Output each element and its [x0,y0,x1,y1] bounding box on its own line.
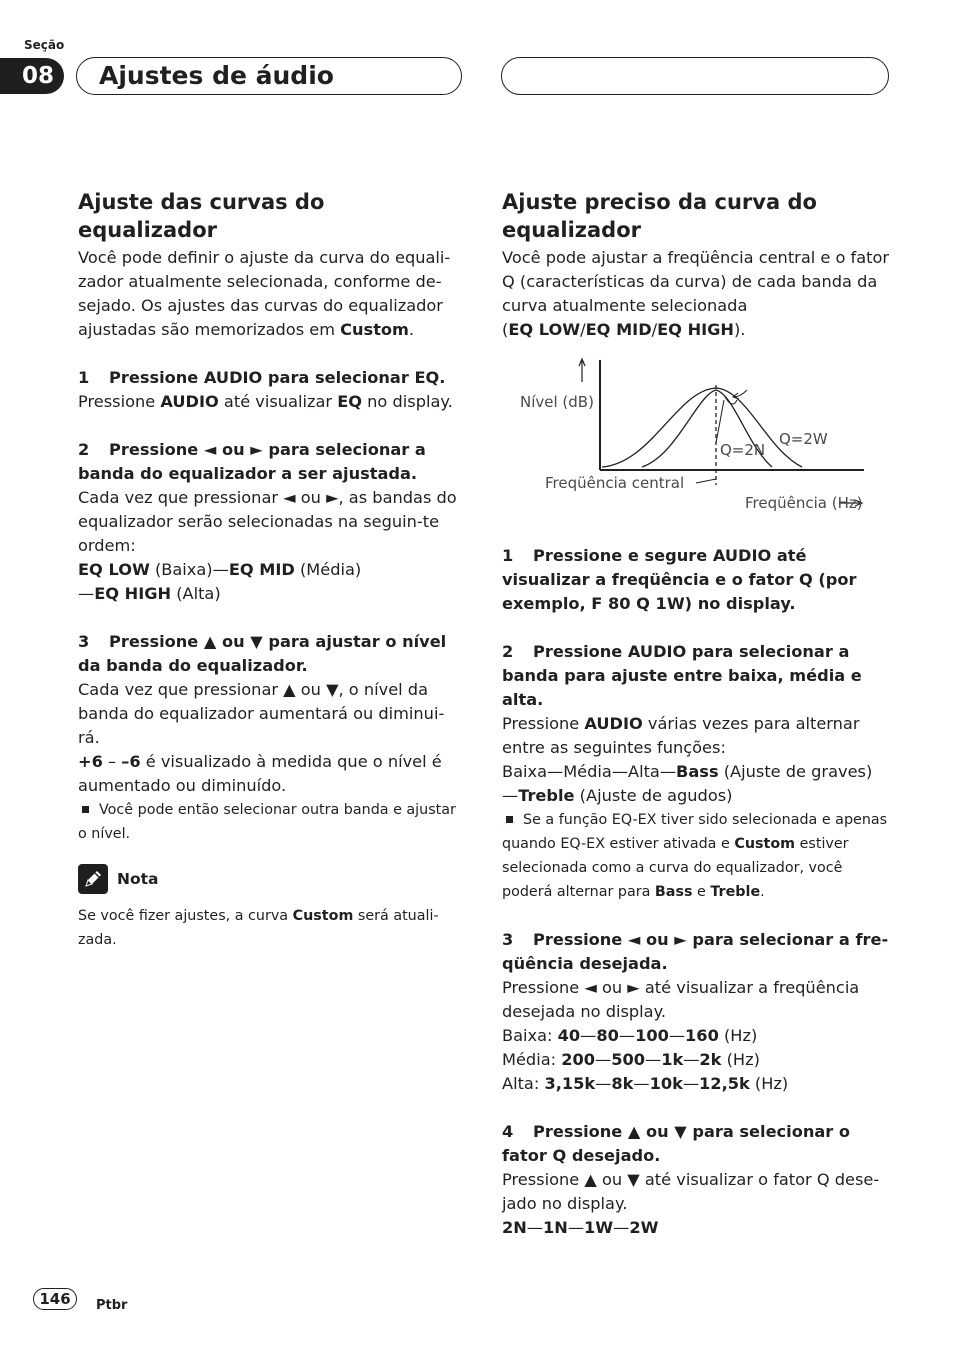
section-label: Seção [24,38,65,52]
left-step-3-range: +6 – –6 é visualizado à medida que o nível é aumentado ou diminuído. [78,752,442,795]
right-column [502,188,892,342]
left-step-3-body: Cada vez que pressionar ▲ ou ▼, o nível da banda do equalizador aumentará ou diminui-rá. [78,680,445,747]
page-title: Ajustes de áudio [76,57,462,95]
left-step-2-body: Cada vez que pressionar ◄ ou ►, as bandas do equalizador serão selecionadas na seguin-te ordem: [78,488,457,555]
eq-curve-diagram [502,355,892,525]
right-step-4-body: Pressione ▲ ou ▼ até visualizar o fator Q dese-jado no display. [502,1170,880,1213]
note-header [78,864,463,894]
right-steps [502,544,892,1240]
right-step-4-title: 4 Pressione ▲ ou ▼ para selecionar o fator Q desejado. [502,1122,850,1165]
language-code: Ptbr [96,1298,128,1313]
note-text: Se você fizer ajustes, a curva Custom será atuali-zada. [78,908,439,948]
right-step-3-body: Pressione ◄ ou ► até visualizar a freqüência desejada no display. [502,978,860,1021]
left-step-3-bullet: Você pode então selecionar outra banda e ajustar o nível. [78,802,456,842]
right-step-1-title: 1 Pressione e segure AUDIO até visualizar a freqüência e o fator Q (por exemplo, F 80 Q 1W) no display. [502,546,857,613]
right-step-2-functions: Baixa—Média—Alta—Bass (Ajuste de graves) —Treble (Ajuste de agudos) [502,762,873,805]
q-factor-row: 2N—1N—1W—2W [502,1218,659,1237]
frequency-low-row: Baixa: 40—80—100—160 (Hz) [502,1026,758,1045]
q2n-label: Q=2N [720,441,766,459]
center-frequency-label: Freqüência central [545,474,685,492]
note-title: Nota [117,870,159,888]
right-heading: Ajuste preciso da curva do equalizador [502,190,817,242]
note-pencil-icon [78,864,108,894]
right-step-2-title: 2 Pressione AUDIO para selecionar a banda para ajuste entre baixa, média e alta. [502,642,862,709]
left-step-1-body: Pressione AUDIO até visualizar EQ no display. [78,392,453,411]
right-intro: Você pode ajustar a freqüência central e o fator Q (características da curva) de cada banda da curva atualmente selecionada [502,248,890,315]
left-step-2-order: EQ LOW (Baixa)—EQ MID (Média) —EQ HIGH (Alta) [78,560,362,603]
section-number-badge: 08 [0,58,64,94]
center-label-leader [696,479,716,483]
left-column [78,188,463,952]
right-intro-bands: (EQ LOW/EQ MID/EQ HIGH). [502,320,746,339]
left-heading: Ajuste das curvas do equalizador [78,190,325,242]
page-number: 146 [33,1288,77,1310]
x-axis-label: Freqüência (Hz) [745,494,863,512]
right-step-3-title: 3 Pressione ◄ ou ► para selecionar a fre-qüência desejada. [502,930,889,973]
frequency-mid-row: Média: 200—500—1k—2k (Hz) [502,1050,760,1069]
q2n-leader [716,400,724,443]
frequency-high-row: Alta: 3,15k—8k—10k—12,5k (Hz) [502,1074,789,1093]
curve-wide-q [602,388,802,467]
left-step-2-title: 2 Pressione ◄ ou ► para selecionar a banda do equalizador a ser ajustada. [78,440,426,483]
header-right-frame [501,57,889,95]
left-step-1-title: 1 Pressione AUDIO para selecionar EQ. [78,368,446,387]
left-step-3-title: 3 Pressione ▲ ou ▼ para ajustar o nível da banda do equalizador. [78,632,447,675]
right-step-2-bullet: Se a função EQ-EX tiver sido selecionada e apenas quando EQ-EX estiver ativada e Custom estiver selecionada como a curva do equalizador, você poderá alternar para Bass e Treble. [502,812,888,900]
q2w-label: Q=2W [779,430,828,448]
y-axis-label: Nível (dB) [520,393,594,411]
right-step-2-body: Pressione AUDIO várias vezes para alternar entre as seguintes funções: [502,714,860,757]
left-intro: Você pode definir o ajuste da curva do equali-zador atualmente selecionada, conforme de-sejado. Os ajustes das curvas do equalizador ajustadas são memorizados em Custom. [78,248,451,339]
q-adjust-arrow-icon [734,390,747,397]
